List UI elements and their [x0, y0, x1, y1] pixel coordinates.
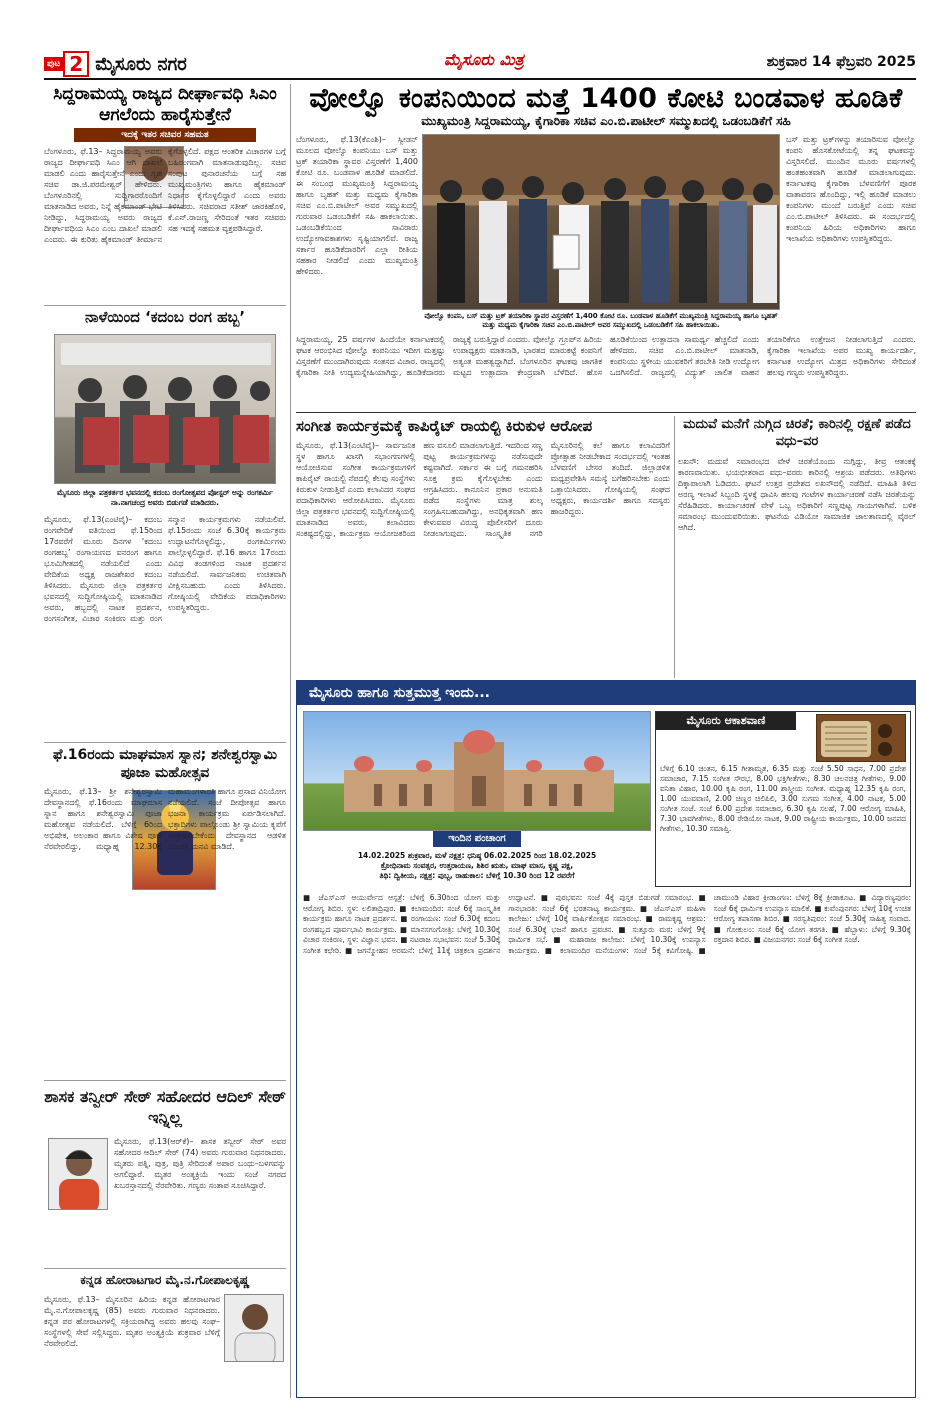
gopal-photo [224, 1294, 284, 1362]
story-lead-body-right: ಬಸ್ ಮತ್ತು ಟ್ರಕ್‌ಗಳನ್ನು ತಯಾರಿಸುವ ವೋಲ್ವೊ ಕಂಪನಿ ಹೊಸಕೋಟೆಯಲ್ಲಿ ತನ್ನ ಘಟಕವನ್ನು ವಿಸ್ತರಿಸಲಿದೆ. ಮುಂದಿನ ಮೂರು ವರ್ಷಗಳಲ್ಲಿ ಹಂತಹಂತವಾಗಿ ಹೂಡಿಕೆ ಮಾಡಲಾಗುವುದು. ಕರ್ನಾಟಕವು ಕೈಗಾರಿಕಾ ಬೆಳವಣಿಗೆಗೆ ಪೂರಕ ವಾತಾವರಣ ಹೊಂದಿದ್ದು, ಇಲ್ಲಿ ಹೂಡಿಕೆ ಮಾಡಲು ಕಂಪನಿಗಳು ಮುಂದೆ ಬರುತ್ತಿವೆ ಎಂದು ಸಚಿವ ಎಂ.ಬಿ.ಪಾಟೀಲ್ ತಿಳಿಸಿದರು. ಈ ಸಂದರ್ಭದಲ್ಲಿ ಕಂಪನಿಯ ಹಿರಿಯ ಅಧಿಕಾರಿಗಳು ಹಾಗೂ ಇಲಾಖೆಯ ಅಧಿಕಾರಿಗಳು ಉಪಸ್ಥಿತರಿದ್ದರು. [786, 135, 916, 243]
section-title: ಮೈಸೂರು ನಗರ [95, 53, 187, 75]
story-kadamba-body: ಮೈಸೂರು, ಫೆ.13(ಎಂಟಿವೈ)– ಕದಂಬ ರಂಗವೇದಿಕೆ ವತಿಯಿಂದ ಫೆ.15ರಿಂದ 17ರವರೆಗೆ ಮೂರು ದಿನಗಳ ‘ಕದಂಬ ರಂಗಹಬ್ಬ’ ರಂಗಾಯಣದ ವನರಂಗ ಹಾಗೂ ಭೂಮಿಗೀತದಲ್ಲಿ ನಡೆಯಲಿದೆ ಎಂದು ವೇದಿಕೆಯ ಅಧ್ಯಕ್ಷ ರಾಜಶೇಖರ ಕದಂಬ ತಿಳಿಸಿದರು. ಮೈಸೂರು ಜಿಲ್ಲಾ ಪತ್ರಕರ್ತರ ಭವನದಲ್ಲಿ ಸುದ್ದಿಗೋಷ್ಠಿಯಲ್ಲಿ ಮಾತನಾಡಿದ ಅವರು, ಹಬ್ಬದಲ್ಲಿ ನಾಟಕ ಪ್ರದರ್ಶನ, ರಂಗಸಂಗೀತ, ವಿಚಾರ ಸಂಕಿರಣ ಮತ್ತು ರಂಗ ಸನ್ಮಾನ ಕಾರ್ಯಕ್ರಮಗಳು ನಡೆಯಲಿವೆ. ಫೆ.15ರಂದು ಸಂಜೆ 6.30ಕ್ಕೆ ಕಾರ್ಯಕ್ರಮ ಉದ್ಘಾಟನೆಗೊಳ್ಳಲಿದ್ದು, ರಂಗಕರ್ಮಿಗಳು ಪಾಲ್ಗೊಳ್ಳಲಿದ್ದಾರೆ. ಫೆ.16 ಹಾಗೂ 17ರಂದು ವಿವಿಧ ತಂಡಗಳಿಂದ ನಾಟಕ ಪ್ರದರ್ಶನ ನಡೆಯಲಿದೆ. ಸಾರ್ವಜನಿಕರು ಉಚಿತವಾಗಿ ವೀಕ್ಷಿಸಬಹುದು ಎಂದು ತಿಳಿಸಿದರು. ಗೋಷ್ಠಿಯಲ್ಲಿ ವೇದಿಕೆಯ ಪದಾಧಿಕಾರಿಗಳು ಉಪಸ್ಥಿತರಿದ್ದರು. [44, 515, 286, 623]
story-music-headline: ಸಂಗೀತ ಕಾರ್ಯಕ್ರಮಕ್ಕೆ ಕಾಪಿರೈಟ್ ರಾಯಲ್ಟಿ ಕಿರುಕುಳ ಆರೋಪ [296, 417, 593, 435]
story-lead-body-left: ಬೆಂಗಳೂರು, ಫೆ.13(ಕೆಎಂಶಿ)– ಸ್ವೀಡನ್ ಮೂಲದ ವೋಲ್ವೊ ಕಂಪನಿಯು ಬಸ್ ಮತ್ತು ಟ್ರಕ್ ತಯಾರಿಕಾ ಸ್ಥಾವರ ವಿಸ್ತರಣೆಗೆ 1,400 ಕೋಟಿ ರೂ. ಬಂಡವಾಳ ಹೂಡಿಕೆ ಮಾಡಲಿದೆ. ಈ ಸಂಬಂಧ ಮುಖ್ಯಮಂತ್ರಿ ಸಿದ್ದರಾಮಯ್ಯ ಹಾಗೂ ಬೃಹತ್ ಮತ್ತು ಮಧ್ಯಮ ಕೈಗಾರಿಕಾ ಸಚಿವ ಎಂ.ಬಿ.ಪಾಟೀಲ್ ಅವರ ಸಮ್ಮುಖದಲ್ಲಿ ಗುರುವಾರ ಒಡಂಬಡಿಕೆಗೆ ಸಹಿ ಹಾಕಲಾಯಿತು. ಒಡಂಬಡಿಕೆಯಿಂದ ಸಾವಿರಾರು ಉದ್ಯೋಗಾವಕಾಶಗಳು ಸೃಷ್ಟಿಯಾಗಲಿವೆ. ರಾಜ್ಯ ಸರ್ಕಾರ ಹೂಡಿಕೆದಾರರಿಗೆ ಎಲ್ಲಾ ರೀತಿಯ ಸಹಕಾರ ನೀಡಲಿದೆ ಎಂದು ಮುಖ್ಯಮಂತ್ರಿ ಹೇಳಿದರು. [296, 135, 418, 276]
events-listings: ■ ಜೆಎಸ್ಎಸ್ ಆಯುರ್ವೇದ ಆಸ್ಪತ್ರೆ: ಬೆಳಿಗ್ಗೆ 6.30ರಿಂದ ಯೋಗ ಮತ್ತು ಆರೋಗ್ಯ ಶಿಬಿರ. ಸ್ಥಳ: ಲಲಿತಾದ್ರಿಪುರ. ■ ಕಲಾಮಂದಿರ: ಸಂಜೆ 6ಕ್ಕೆ ಸಾಂಸ್ಕೃತಿಕ ಕಾರ್ಯಕ್ರಮ ಹಾಗೂ ನಾಟಕ ಪ್ರದರ್ಶನ. ■ ರಂಗಾಯಣ: ಸಂಜೆ 6.30ಕ್ಕೆ ಕದಂಬ ರಂಗಹಬ್ಬದ ಪೂರ್ವಭಾವಿ ಕಾರ್ಯಕ್ರಮ. ■ ಮಾನಸಗಂಗೋತ್ರಿ: ಬೆಳಿಗ್ಗೆ 10.30ಕ್ಕೆ ವಿಚಾರ ಸಂಕಿರಣ, ಸ್ಥಳ: ವಿಜ್ಞಾನ ಭವನ. ■ ನಟರಾಜ ಸಭಾಭವನ: ಸಂಜೆ 5.30ಕ್ಕೆ ಸಂಗೀತ ಕಛೇರಿ. ■ ಜಗನ್ಮೋಹನ ಅರಮನೆ: ಬೆಳಿಗ್ಗೆ 11ಕ್ಕೆ ಚಿತ್ರಕಲಾ ಪ್ರದರ್ಶನ ಉದ್ಘಾಟನೆ. ■ ಪುರಭವನ: ಸಂಜೆ 4ಕ್ಕೆ ಪುಸ್ತಕ ಬಿಡುಗಡೆ ಸಮಾರಂಭ. ■ ಗಾನಭಾರತಿ: ಸಂಜೆ 6ಕ್ಕೆ ಭರತನಾಟ್ಯ ಕಾರ್ಯಕ್ರಮ. ■ ಜೆಎಸ್ಎಸ್ ಮಹಿಳಾ ಕಾಲೇಜು: ಬೆಳಿಗ್ಗೆ 10ಕ್ಕೆ ವಾರ್ಷಿಕೋತ್ಸವ ಸಮಾರಂಭ. ■ ರಾಮಕೃಷ್ಣ ಆಶ್ರಮ: ಸಂಜೆ 6.30ಕ್ಕೆ ಭಜನೆ ಹಾಗೂ ಪ್ರವಚನ. ■ ಸುತ್ತೂರು ಮಠ: ಬೆಳಿಗ್ಗೆ 9ಕ್ಕೆ ಧಾರ್ಮಿಕ ಸಭೆ. ■ ಮಹಾರಾಜ ಕಾಲೇಜು: ಬೆಳಿಗ್ಗೆ 10.30ಕ್ಕೆ ಉಪನ್ಯಾಸ ಕಾರ್ಯಕ್ರಮ. ■ ಕಲಾಮಂದಿರ ಮನೆಯಂಗಳ: ಸಂಜೆ 5ಕ್ಕೆ ಕವಿಗೋಷ್ಠಿ. ■ ಚಾಮುಂಡಿ ವಿಹಾರ ಕ್ರೀಡಾಂಗಣ: ಬೆಳಿಗ್ಗೆ 8ಕ್ಕೆ ಕ್ರೀಡಾಕೂಟ. ■ ವಿದ್ಯಾರಣ್ಯಪುರಂ: ಸಂಜೆ 6ಕ್ಕೆ ಧಾರ್ಮಿಕ ಉಪನ್ಯಾಸ ಮಾಲಿಕೆ. ■ ಕುವೆಂಪುನಗರ: ಬೆಳಿಗ್ಗೆ 10ಕ್ಕೆ ಉಚಿತ ಆರೋಗ್ಯ ತಪಾಸಣಾ ಶಿಬಿರ. ■ ಸರಸ್ವತಿಪುರಂ: ಸಂಜೆ 5.30ಕ್ಕೆ ಸಾಹಿತ್ಯ ಸಂವಾದ. ■ ಗೋಕುಲಂ: ಸಂಜೆ 6ಕ್ಕೆ ಯೋಗ ತರಗತಿ. ■ ಹೆಬ್ಬಾಳು: ಬೆಳಿಗ್ಗೆ 9.30ಕ್ಕೆ ರಕ್ತದಾನ ಶಿಬಿರ. ■ ವಿಜಯನಗರ: ಸಂಜೆ 6ಕ್ಕೆ ಸಂಗೀತ ಸಂಜೆ. [303, 893, 911, 955]
story-cm-body: ಬೆಂಗಳೂರು, ಫೆ.13– ಸಿದ್ದರಾಮಯ್ಯ ಅವರು ರಾಜ್ಯದ ದೀರ್ಘಾವಧಿ ಸಿಎಂ ಆಗಿ ದಾಖಲೆ ಮಾಡಲಿ ಎಂದು ಹಾರೈಸುತ್ತೇನೆ ಎಂದು ಗೃಹ ಸಚಿವ ಡಾ.ಜಿ.ಪರಮೇಶ್ವರ್ ಹೇಳಿದರು. ಬೆಂಗಳೂರಿನಲ್ಲಿ ಸುದ್ದಿಗಾರರೊಂದಿಗೆ ಮಾತನಾಡಿದ ಅವರು, ನಿನ್ನೆ ಹೈಕಮಾಂಡ್ ಭೇಟಿ ನೀಡಿದ್ದು, ಸಿದ್ದರಾಮಯ್ಯ ಅವರು ರಾಜ್ಯದ ದೀರ್ಘಾವಧಿಯ ಸಿಎಂ ಎಂಬ ದಾಖಲೆ ಮಾಡಲಿ ಎಂದರು. ಈ ಕುರಿತು ಹೈಕಮಾಂಡ್ ತೀರ್ಮಾನ ಕೈಗೊಳ್ಳಲಿದೆ. ಪಕ್ಷದ ಆಂತರಿಕ ವಿಚಾರಗಳ ಬಗ್ಗೆ ಬಹಿರಂಗವಾಗಿ ಮಾತನಾಡುವುದಿಲ್ಲ. ಸಚಿವ ಸಂಪುಟ ಪುನಾರಚನೆಯ ಬಗ್ಗೆ ಸಹ ಮುಖ್ಯಮಂತ್ರಿಗಳು ಹಾಗೂ ಹೈಕಮಾಂಡ್ ನಿರ್ಧಾರ ಕೈಗೊಳ್ಳಲಿದ್ದಾರೆ ಎಂದು ಅವರು ತಿಳಿಸಿದರು. ಸಚಿವರಾದ ಸತೀಶ್ ಜಾರಕಿಹೊಳಿ, ಕೆ.ಎನ್.ರಾಜಣ್ಣ ಸೇರಿದಂತೆ ಇತರ ಸಚಿವರು ಸಹ ಇದಕ್ಕೆ ಸಹಮತ ವ್ಯಕ್ತಪಡಿಸಿದ್ದಾರೆ. [44, 147, 286, 244]
panchanga-block [303, 851, 651, 881]
story-shani-headline: ಫೆ.16ರಂದು ಮಾಘಮಾಸ ಸ್ನಾನ; ಶನೇಶ್ವರಸ್ವಾಮಿ ಪೂಜಾ ಮಹೋತ್ಸವ [52, 747, 278, 781]
radio-illustration [816, 714, 906, 762]
divider [44, 305, 286, 306]
story-lead-subhead: ಮುಖ್ಯಮಂತ್ರಿ ಸಿದ್ದರಾಮಯ್ಯ, ಕೈಗಾರಿಕಾ ಸಚಿವ ಎಂ.ಬಿ.ಪಾಟೀಲ್ ಸಮ್ಮುಖದಲ್ಲಿ ಒಡಂಬಡಿಕೆಗೆ ಸಹಿ [421, 114, 791, 128]
column-rule [674, 416, 675, 678]
kadamba-photo [54, 334, 276, 484]
page-label: ಪುಟ [44, 57, 63, 71]
page-tag [44, 51, 187, 77]
akashavani-title: ಮೈಸೂರು ಆಕಾಶವಾಣಿ [656, 712, 796, 730]
divider [44, 742, 286, 743]
paper-name: ಮೈಸೂರು ಮಿತ್ರ [444, 50, 524, 69]
story-wedding-body: ಲಖನೌ: ಮದುವೆ ಸಮಾರಂಭದ ವೇಳೆ ಚಿರತೆಯೊಂದು ನುಗ್ಗಿದ್ದು, ತೀವ್ರ ಆತಂಕಕ್ಕೆ ಕಾರಣವಾಯಿತು. ಭಯಭೀತರಾದ ವಧು–ವರರು ಕಾರಿನಲ್ಲಿ ಆಶ್ರಯ ಪಡೆದರು. ಅತಿಥಿಗಳು ದಿಕ್ಕಾಪಾಲಾಗಿ ಓಡಿದರು. ಘಟನೆ ಉತ್ತರ ಪ್ರದೇಶದ ಲಖನೌದಲ್ಲಿ ನಡೆದಿದೆ. ಮಾಹಿತಿ ತಿಳಿದ ಅರಣ್ಯ ಇಲಾಖೆ ಸಿಬ್ಬಂದಿ ಸ್ಥಳಕ್ಕೆ ಧಾವಿಸಿ ಹಲವು ಗಂಟೆಗಳ ಕಾರ್ಯಾಚರಣೆ ನಡೆಸಿ ಚಿರತೆಯನ್ನು ಸೆರೆಹಿಡಿದರು. ಕಾರ್ಯಾಚರಣೆ ವೇಳೆ ಒಬ್ಬ ಅಧಿಕಾರಿಗೆ ಸಣ್ಣಪುಟ್ಟ ಗಾಯಗಳಾಗಿವೆ. ಬಳಿಕ ಸಮಾರಂಭ ಮುಂದುವರಿಯಿತು. ಘಟನೆಯ ವಿಡಿಯೋ ಸಾಮಾಜಿಕ ಜಾಲತಾಣದಲ್ಲಿ ವೈರಲ್ ಆಗಿದೆ. [678, 457, 916, 532]
press-meet-icon [55, 335, 276, 484]
story-cm-kicker: ಇದಕ್ಕೆ ಇತರ ಸಚಿವರ ಸಹಮತ [74, 128, 256, 142]
column-rule [290, 84, 291, 1398]
story-music-body: ಮೈಸೂರು, ಫೆ.13(ಎಂಟಿವೈ)– ಸಾರ್ವಜನಿಕ ಸ್ಥಳ ಹಾಗೂ ಖಾಸಗಿ ಸಭಾಂಗಣಗಳಲ್ಲಿ ಆಯೋಜಿಸುವ ಸಂಗೀತ ಕಾರ್ಯಕ್ರಮಗಳಿಗೆ ಕಾಪಿರೈಟ್ ರಾಯಲ್ಟಿ ನೆಪದಲ್ಲಿ ಕೆಲವು ಸಂಸ್ಥೆಗಳು ಕಿರುಕುಳ ನೀಡುತ್ತಿವೆ ಎಂದು ಕಲಾವಿದರ ಸಂಘದ ಪದಾಧಿಕಾರಿಗಳು ಆರೋಪಿಸಿದರು. ಮೈಸೂರು ಜಿಲ್ಲಾ ಪತ್ರಕರ್ತರ ಭವನದಲ್ಲಿ ಸುದ್ದಿಗೋಷ್ಠಿಯಲ್ಲಿ ಮಾತನಾಡಿದ ಅವರು, ಕಲಾವಿದರು ಸಂಕಷ್ಟದಲ್ಲಿದ್ದು, ಕಾರ್ಯಕ್ರಮ ಆಯೋಜಕರಿಂದ ಹಣ ವಸೂಲಿ ಮಾಡಲಾಗುತ್ತಿದೆ. ಇದರಿಂದ ಸಣ್ಣ ಪುಟ್ಟ ಕಾರ್ಯಕ್ರಮಗಳನ್ನು ನಡೆಸುವುದೇ ಕಷ್ಟವಾಗಿದೆ. ಸರ್ಕಾರ ಈ ಬಗ್ಗೆ ಗಮನಹರಿಸಿ ಸೂಕ್ತ ಕ್ರಮ ಕೈಗೊಳ್ಳಬೇಕು ಎಂದು ಆಗ್ರಹಿಸಿದರು. ಕಾನೂನಿನ ಪ್ರಕಾರ ಅನುಮತಿ ಪಡೆದ ಸಂಸ್ಥೆಗಳು ಮಾತ್ರ ಶುಲ್ಕ ಸಂಗ್ರಹಿಸಬಹುದಾಗಿದ್ದು, ಅನಧಿಕೃತವಾಗಿ ಹಣ ಕೇಳುವವರ ವಿರುದ್ಧ ಪೊಲೀಸರಿಗೆ ದೂರು ನೀಡಲಾಗುವುದು. ಸಾಂಸ್ಕೃತಿಕ ನಗರಿ ಮೈಸೂರಿನಲ್ಲಿ ಕಲೆ ಹಾಗೂ ಕಲಾವಿದರಿಗೆ ಪ್ರೋತ್ಸಾಹ ನೀಡಬೇಕಾದ ಸಂದರ್ಭದಲ್ಲಿ ಇಂತಹ ಬೆಳವಣಿಗೆ ಬೇಸರ ತಂದಿದೆ. ಜಿಲ್ಲಾಡಳಿತ ಮಧ್ಯಪ್ರವೇಶಿಸಿ ಸಮಸ್ಯೆ ಬಗೆಹರಿಸಬೇಕು ಎಂದು ಒತ್ತಾಯಿಸಿದರು. ಗೋಷ್ಠಿಯಲ್ಲಿ ಸಂಘದ ಅಧ್ಯಕ್ಷರು, ಕಾರ್ಯದರ್ಶಿ ಹಾಗೂ ಸದಸ್ಯರು ಹಾಜರಿದ್ದರು. [296, 441, 670, 538]
story-adil [44, 1086, 286, 1266]
story-adil-body: ಮೈಸೂರು, ಫೆ.13(ಆರ್‌ಕೆ)– ಶಾಸಕ ತನ್ವೀರ್ ಸೇಠ್ ಅವರ ಸಹೋದರ ಆದಿಲ್ ಸೇಠ್ (74) ಅವರು ಗುರುವಾರ ನಿಧನರಾದರು. ಮೃತರು ಪತ್ನಿ, ಪುತ್ರ, ಪುತ್ರಿ ಸೇರಿದಂತೆ ಅಪಾರ ಬಂಧು–ಬಳಗವನ್ನು ಅಗಲಿದ್ದಾರೆ. ಮೃತರ ಅಂತ್ಯಕ್ರಿಯೆ ಇಂದು ಸಂಜೆ ನಗರದ ಖಬರಸ್ತಾನದಲ್ಲಿ ನೆರವೇರಿತು. ಗಣ್ಯರು ಸಂತಾಪ ಸೂಚಿಸಿದ್ದಾರೆ. [114, 1137, 286, 1190]
story-shani-body: ಮೈಸೂರು, ಫೆ.13– ಶ್ರೀ ಶನೇಶ್ವರಸ್ವಾಮಿ ದೇವಸ್ಥಾನದಲ್ಲಿ ಫೆ.16ರಂದು ಮಾಘಮಾಸ ಸ್ನಾನ ಹಾಗೂ ಶನೇಶ್ವರಸ್ವಾಮಿ ಪೂಜಾ ಮಹೋತ್ಸವ ನಡೆಯಲಿದೆ. ಬೆಳಿಗ್ಗೆ 6ರಿಂದ ಅಭಿಷೇಕ, ಅಲಂಕಾರ ಹಾಗೂ ವಿಶೇಷ ಪೂಜೆ ನೆರವೇರಲಿದ್ದು, ಮಧ್ಯಾಹ್ನ 12.30ಕ್ಕೆ ಮಹಾಮಂಗಳಾರತಿ ಹಾಗೂ ಪ್ರಸಾದ ವಿನಿಯೋಗ ನಡೆಯಲಿದೆ. ಸಂಜೆ ದೀಪೋತ್ಸವ ಹಾಗೂ ಭಜನಾ ಕಾರ್ಯಕ್ರಮ ಏರ್ಪಡಿಸಲಾಗಿದೆ. ಭಕ್ತಾದಿಗಳು ಪಾಲ್ಗೊಂಡು ಶ್ರೀ ಸ್ವಾಮಿಯ ಕೃಪೆಗೆ ಪಾತ್ರರಾಗಬೇಕೆಂದು ದೇವಸ್ಥಾನದ ಆಡಳಿತ ಮಂಡಳಿ ಮನವಿ ಮಾಡಿದೆ. [44, 787, 286, 851]
story-gopal-headline: ಕನ್ನಡ ಹೋರಾಟಗಾರ ಮೈ.ನ.ಗೋಪಾಲಕೃಷ್ಣ [80, 1273, 250, 1287]
adil-photo [48, 1138, 108, 1210]
story-lead-caption: ವೋಲ್ವೊ ಕಂಪನಿ, ಬಸ್ ಮತ್ತು ಟ್ರಕ್ ತಯಾರಿಕಾ ಸ್ಥಾವರ ವಿಸ್ತರಣೆಗೆ 1,400 ಕೋಟಿ ರೂ. ಬಂಡವಾಳ ಹೂಡಿಕೆಗೆ ಮುಖ್ಯಮಂತ್ರಿ ಸಿದ್ದರಾಮಯ್ಯ ಹಾಗೂ ಬೃಹತ್ ಮತ್ತು ಮಧ್ಯಮ ಕೈಗಾರಿಕಾ ಸಚಿವ ಎಂ.ಬಿ.ಪಾಟೀಲ್ ಅವರ ಸಮ್ಮುಖದಲ್ಲಿ ಒಡಂಬಡಿಕೆಗೆ ಸಹಿ ಹಾಕಲಾಯಿತು. [424, 312, 778, 329]
story-cm [44, 84, 286, 302]
events-panel [296, 680, 916, 1398]
masthead [44, 50, 916, 78]
portrait-icon [49, 1139, 108, 1210]
date-line: ಶುಕ್ರವಾರ 14 ಫೆಬ್ರವರಿ 2025 [766, 54, 916, 70]
akashavani-schedule: ಬೆಳಿಗ್ಗೆ 6.10 ಚಿಂತನ, 6.15 ಗೀತಾಮೃತ, 6.35 ಮತ್ತು ಸಂಜೆ 5.50 ಸಾಧನ, 7.00 ಪ್ರದೇಶ ಸಮಾಚಾರ, 7.15 ಸಂಗೀತ ಸೌರಭ, 8.00 ಭಕ್ತಿಗೀತೆಗಳು, 8.30 ಚಲನಚಿತ್ರ ಗೀತೆಗಳು, 9.00 ವನಿತಾ ವಿಹಾರ, 10.00 ಕೃಷಿ ರಂಗ, 11.00 ಶಾಸ್ತ್ರೀಯ ಸಂಗೀತ. ಮಧ್ಯಾಹ್ನ 12.35 ಕೃಷಿ ರಂಗ, 1.00 ಯುವವಾಣಿ, 2.00 ಚಿಣ್ಣರ ಚಿಲಿಪಿಲಿ, 3.00 ಸುಗಮ ಸಂಗೀತ, 4.00 ನಾಟಕ, 5.00 ಸಂಗೀತ ಸಂಜೆ. ಸಂಜೆ 6.00 ಪ್ರದೇಶ ಸಮಾಚಾರ, 6.30 ಕೃಷಿ ಸಲಹೆ, 7.00 ಆರೋಗ್ಯ ಮಾಹಿತಿ, 7.30 ಭಾವಗೀತೆಗಳು, 8.00 ರೇಡಿಯೋ ನಾಟಕ, 9.00 ರಾಷ್ಟ್ರೀಯ ಕಾರ್ಯಕ್ರಮ, 10.00 ಜನಪದ ಗೀತೆಗಳು, 10.30 ಸಮಾಪ್ತಿ. [660, 764, 906, 833]
story-kadamba [44, 308, 286, 740]
events-title: ಮೈಸೂರು ಹಾಗೂ ಸುತ್ತಮುತ್ತ ಇಂದು... [297, 681, 915, 705]
story-gopal [44, 1272, 286, 1398]
story-wedding [678, 416, 916, 678]
mysore-palace-icon [304, 712, 651, 831]
akashavani-box [655, 711, 911, 887]
story-wedding-headline: ಮದುವೆ ಮನೆಗೆ ನುಗ್ಗಿದ ಚಿರತೆ; ಕಾರಿನಲ್ಲಿ ರಕ್ಷಣೆ ಪಡೆದ ವಧು–ವರ [683, 417, 911, 449]
panchanga-label: ಇಂದಿನ ಪಂಚಾಂಗ [433, 831, 521, 847]
story-gopal-body: ಮೈಸೂರು, ಫೆ.13– ಮೈಸೂರಿನ ಹಿರಿಯ ಕನ್ನಡ ಹೋರಾಟಗಾರ ಮೈ.ನ.ಗೋಪಾಲಕೃಷ್ಣ (85) ಅವರು ಗುರುವಾರ ನಿಧನರಾದರು. ಕನ್ನಡ ಪರ ಹೋರಾಟಗಳಲ್ಲಿ ಸಕ್ರಿಯರಾಗಿದ್ದ ಅವರು ಹಲವು ಸಂಘ–ಸಂಸ್ಥೆಗಳಲ್ಲಿ ಸೇವೆ ಸಲ್ಲಿಸಿದ್ದರು. ಮೃತರ ಅಂತ್ಯಕ್ರಿಯೆ ಶುಕ್ರವಾರ ಬೆಳಿಗ್ಗೆ ನೆರವೇರಲಿದೆ. [44, 1295, 220, 1348]
story-lead [296, 84, 916, 410]
story-lead-body-bottom: ಸಿದ್ದರಾಮಯ್ಯ, 25 ವರ್ಷಗಳ ಹಿಂದೆಯೇ ಕರ್ನಾಟಕದಲ್ಲಿ ಘಟಕ ಆರಂಭಿಸಿದ ವೋಲ್ವೊ ಕಂಪನಿಯು ಇದೀಗ ಮತ್ತಷ್ಟು ವಿಸ್ತರಣೆಗೆ ಮುಂದಾಗಿರುವುದು ಸಂತಸದ ವಿಚಾರ. ರಾಜ್ಯದಲ್ಲಿ ಕೈಗಾರಿಕಾ ನೀತಿ ಉದ್ಯಮಸ್ನೇಹಿಯಾಗಿದ್ದು, ಹೂಡಿಕೆದಾರರು ರಾಜ್ಯಕ್ಕೆ ಬರುತ್ತಿದ್ದಾರೆ ಎಂದರು. ವೋಲ್ವೊ ಗ್ರೂಪ್‌ನ ಹಿರಿಯ ಉಪಾಧ್ಯಕ್ಷರು ಮಾತನಾಡಿ, ಭಾರತದ ಮಾರುಕಟ್ಟೆ ಕಂಪನಿಗೆ ಅತ್ಯಂತ ಮಹತ್ವದ್ದಾಗಿದೆ. ಬೆಂಗಳೂರಿನ ಘಟಕವು ಜಾಗತಿಕ ಮಟ್ಟದ ಉತ್ಪಾದನಾ ಕೇಂದ್ರವಾಗಿ ಬೆಳೆದಿದೆ. ಹೊಸ ಹೂಡಿಕೆಯಿಂದ ಉತ್ಪಾದನಾ ಸಾಮರ್ಥ್ಯ ಹೆಚ್ಚಲಿದೆ ಎಂದು ಹೇಳಿದರು. ಸಚಿವ ಎಂ.ಬಿ.ಪಾಟೀಲ್ ಮಾತನಾಡಿ, ಕಂಪನಿಯು ಸ್ಥಳೀಯ ಯುವಕರಿಗೆ ತರಬೇತಿ ನೀಡಿ ಉದ್ಯೋಗ ಒದಗಿಸಲಿದೆ. ರಾಜ್ಯದಲ್ಲಿ ವಿದ್ಯುತ್ ಚಾಲಿತ ವಾಹನ ತಯಾರಿಕೆಗೂ ಉತ್ತೇಜನ ನೀಡಲಾಗುತ್ತಿದೆ ಎಂದರು. ಕೈಗಾರಿಕಾ ಇಲಾಖೆಯ ಅಪರ ಮುಖ್ಯ ಕಾರ್ಯದರ್ಶಿ, ಕರ್ನಾಟಕ ಉದ್ಯೋಗ ಮಿತ್ರದ ಅಧಿಕಾರಿಗಳು ಸೇರಿದಂತೆ ಹಲವು ಗಣ್ಯರು ಉಪಸ್ಥಿತರಿದ್ದರು. [296, 335, 916, 377]
masthead-rule [44, 78, 916, 80]
story-music [296, 416, 670, 678]
story-cm-headline: ಸಿದ್ದರಾಮಯ್ಯ ರಾಜ್ಯದ ದೀರ್ಘಾವಧಿ ಸಿಎಂ ಆಗಲೆಂದು ಹಾರೈಸುತ್ತೇನೆ [53, 84, 277, 125]
panchanga-line2: ಕ್ರೋಧಿನಾಮ ಸಂವತ್ಸರ, ಉತ್ತರಾಯಣ, ಶಿಶಿರ ಋತು, ಮಾಘ ಮಾಸ, ಕೃಷ್ಣ ಪಕ್ಷ, [380, 861, 574, 870]
portrait-icon [225, 1295, 284, 1362]
radio-icon [817, 715, 906, 762]
divider [44, 1080, 286, 1081]
story-kadamba-headline: ನಾಳೆಯಿಂದ ‘ಕದಂಬ ರಂಗ ಹಬ್ಬ’ [84, 308, 246, 326]
panchanga-line3: ತಿಥಿ: ದ್ವಿತೀಯ, ನಕ್ಷತ್ರ: ಪುಬ್ಬ, ರಾಹುಕಾಲ: ಬೆಳಿಗ್ಗೆ 10.30 ರಿಂದ 12 ರವರೆಗೆ [379, 871, 575, 880]
story-shani [44, 746, 286, 1076]
lead-photo [422, 134, 780, 310]
divider [296, 412, 916, 413]
page-number: 2 [63, 51, 89, 77]
divider [44, 1268, 286, 1269]
story-adil-headline: ಶಾಸಕ ತನ್ವೀರ್ ಸೇಠ್ ಸಹೋದರ ಆದಿಲ್ ಸೇಠ್ ಇನ್ನಿಲ್ಲ [44, 1087, 286, 1127]
story-lead-headline: ವೋಲ್ವೊ ಕಂಪನಿಯಿಂದ ಮತ್ತೆ 1400 ಕೋಟಿ ಬಂಡವಾಳ ಹೂಡಿಕೆ [309, 84, 903, 114]
story-kadamba-caption: ಮೈಸೂರು ಜಿಲ್ಲಾ ಪತ್ರಕರ್ತರ ಭವನದಲ್ಲಿ ಕದಂಬ ರಂಗೋತ್ಸವದ ಪೋಸ್ಟರ್ ಅನ್ನು ರಂಗಕರ್ಮಿ ನಾ.ನಾಗಚಂದ್ರ ಅವರು ಬಿಡುಗಡೆ ಮಾಡಿದರು. [57, 488, 273, 507]
mou-signing-icon [423, 135, 780, 310]
palace-illustration [303, 711, 651, 831]
panchanga-line1: 14.02.2025 ಶುಕ್ರವಾರ, ಮಳೆ ನಕ್ಷತ್ರ: ಧನಿಷ್ಠ 06.02.2025 ರಿಂದ 18.02.2025 [357, 851, 597, 860]
